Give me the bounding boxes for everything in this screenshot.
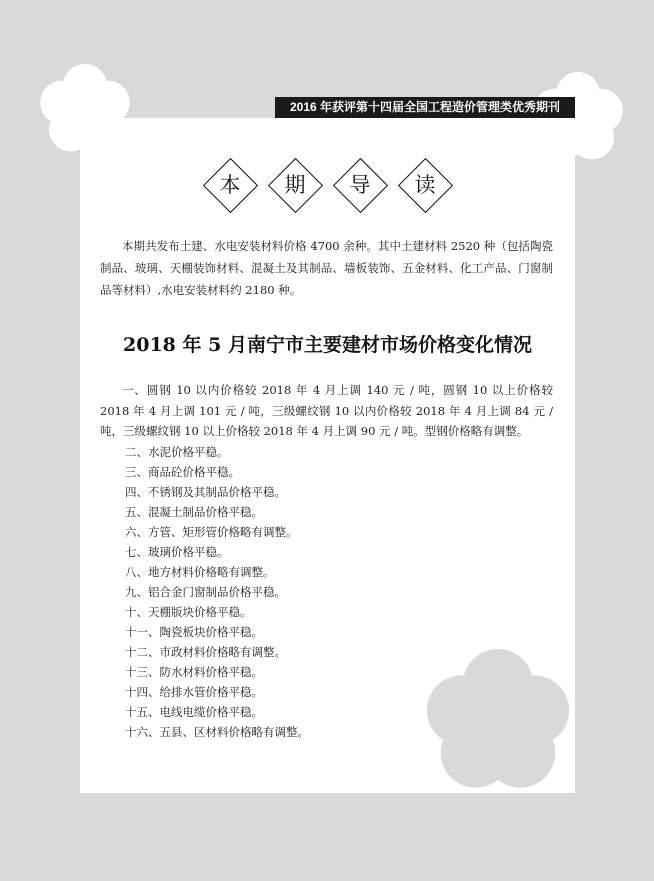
list-item: 六、方管、矩形管价格略有调整。	[125, 525, 298, 539]
guide-char: 期	[284, 173, 306, 197]
list-item: 四、不锈钢及其制品价格平稳。	[125, 485, 286, 499]
list-item: 八、地方材料价格略有调整。	[125, 565, 275, 579]
article-title: 2018 年 5 月南宁市主要建材市场价格变化情况	[123, 334, 532, 356]
guide-char: 本	[219, 173, 241, 197]
list-item: 二、水泥价格平稳。	[125, 445, 229, 459]
list-item: 九、铝合金门窗制品价格平稳。	[125, 585, 286, 599]
guide-diamond-2	[268, 158, 322, 212]
list-item: 五、混凝土制品价格平稳。	[125, 505, 263, 519]
guide-char: 读	[414, 173, 436, 197]
list-item: 十、天棚版块价格平稳。	[125, 605, 252, 619]
list-item: 十五、电线电缆价格平稳。	[125, 705, 263, 719]
list-item: 七、玻璃价格平稳。	[125, 545, 229, 559]
list-item: 十三、防水材料价格平稳。	[125, 665, 263, 679]
list-item: 十六、五县、区材料价格略有调整。	[125, 725, 309, 739]
list-item: 十一、陶瓷板块价格平稳。	[125, 625, 263, 639]
list-item: 十四、给排水管价格平稳。	[125, 685, 263, 699]
guide-intro-paragraph: 本期共发布土建、水电安装材料价格 4700 余种。其中土建材料 2520 种（包括陶瓷制品、玻璃、天棚装饰材料、混凝土及其制品、墙板装饰、五金材料、化工产品、门窗制品等材料）,水电安装材料约 2180 种。	[100, 239, 553, 297]
guide-diamond-1	[203, 158, 257, 212]
flower-top-left	[40, 64, 130, 151]
list-item: 十二、市政材料价格略有调整。	[125, 645, 286, 659]
price-change-list	[125, 442, 425, 742]
flower-bottom-right	[427, 649, 569, 788]
list-item: 三、商品砼价格平稳。	[125, 465, 240, 479]
journal-award-banner: 2016 年获评第十四届全国工程造价管理类优秀期刊	[275, 97, 575, 118]
guide-char: 导	[349, 173, 371, 197]
guide-diamond-4	[398, 158, 452, 212]
guide-diamond-3	[333, 158, 387, 212]
steel-price-paragraph: 一、圆钢 10 以内价格较 2018 年 4 月上调 140 元 / 吨，圆钢 10 以上价格较 2018 年 4 月上调 101 元 / 吨，三级螺纹钢 10 以内价格较 2018 年 4 月上调 84 元 / 吨，三级螺纹钢 10 以上价格较 2018 年 4 月上调 90 元 / 吨。型钢价格略有调整。	[100, 383, 553, 438]
